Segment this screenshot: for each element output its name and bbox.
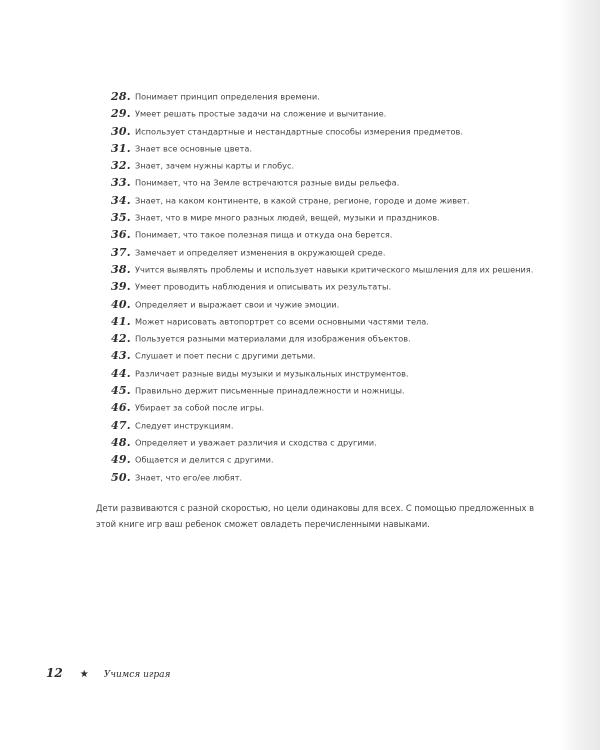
- item-text: Замечает и определяет изменения в окружающей среде.: [135, 247, 386, 258]
- list-item: [111, 224, 533, 241]
- item-number: 41.: [111, 314, 131, 328]
- item-number: 35.: [111, 211, 131, 225]
- item-text: Знает, что его/ее любят.: [135, 472, 243, 483]
- item-text: Правильно держит письменные принадлежности и ножницы.: [135, 385, 405, 396]
- list-item: [111, 155, 533, 172]
- list-item: [111, 311, 533, 328]
- skills-list: [111, 86, 533, 484]
- summary-paragraph: Дети развиваются с разной скоростью, но цели одинаковы для всех. С помощью предложенных в этой книге игр ваш ребенок сможет овладеть перечисленными навыками.: [96, 503, 535, 529]
- item-number: 32.: [111, 159, 131, 173]
- list-item: [111, 449, 533, 466]
- item-number: 37.: [111, 245, 131, 259]
- list-item: [111, 397, 533, 414]
- list-item: [111, 121, 533, 138]
- list-item: [111, 207, 533, 224]
- item-number: 42.: [111, 332, 131, 346]
- item-text: Умеет проводить наблюдения и описывать их результаты.: [135, 281, 392, 292]
- item-text: Умеет решать простые задачи на сложение и вычитание.: [135, 108, 387, 119]
- list-item: [111, 467, 533, 484]
- item-text: Следует инструкциям.: [135, 420, 234, 431]
- item-number: 36.: [111, 228, 131, 242]
- item-number: 48.: [111, 435, 131, 449]
- item-number: 29.: [111, 107, 131, 121]
- item-number: 38.: [111, 262, 131, 276]
- list-item: [111, 259, 533, 276]
- list-item: [111, 380, 533, 397]
- item-number: 50.: [111, 470, 131, 484]
- item-text: Определяет и уважает различия и сходства с другими.: [135, 437, 377, 448]
- item-text: Использует стандартные и нестандартные способы измерения предметов.: [135, 126, 463, 137]
- list-item: [111, 294, 533, 311]
- list-item: [111, 345, 533, 362]
- item-number: 49.: [111, 453, 131, 467]
- item-text: Общается и делится с другими.: [135, 454, 274, 465]
- item-text: Понимает, что такое полезная пища и откуда она берется.: [135, 229, 393, 240]
- item-text: Слушает и поет песни с другими детьми.: [135, 350, 316, 361]
- item-number: 30.: [111, 124, 131, 138]
- item-text: Определяет и выражает свои и чужие эмоции.: [135, 299, 340, 310]
- item-text: Может нарисовать автопортрет со всеми основными частями тела.: [135, 316, 429, 327]
- item-text: Пользуется разными материалами для изображения объектов.: [135, 333, 411, 344]
- item-number: 46.: [111, 401, 131, 415]
- item-number: 39.: [111, 280, 131, 294]
- item-text: Понимает, что на Земле встречаются разные виды рельефа.: [135, 177, 400, 188]
- item-number: 33.: [111, 176, 131, 190]
- page-edge-shadow: [560, 0, 600, 750]
- list-item: [111, 432, 533, 449]
- item-number: 44.: [111, 366, 131, 380]
- item-text: Различает разные виды музыки и музыкальных инструментов.: [135, 368, 409, 379]
- list-item: [111, 276, 533, 293]
- page-number: 12: [46, 666, 63, 680]
- item-text: Понимает принцип определения времени.: [135, 91, 320, 102]
- list-item: [111, 415, 533, 432]
- list-item: [111, 363, 533, 380]
- list-item: [111, 138, 533, 155]
- item-number: 45.: [111, 384, 131, 398]
- item-text: Знает все основные цвета.: [135, 143, 252, 154]
- item-text: Убирает за собой после игры.: [135, 402, 265, 413]
- list-item: [111, 242, 533, 259]
- star-icon: ★: [79, 669, 89, 680]
- item-number: 28.: [111, 90, 131, 103]
- list-item: [111, 328, 533, 345]
- list-item: [111, 86, 533, 103]
- list-item: [111, 103, 533, 120]
- item-number: 34.: [111, 193, 131, 207]
- item-text: Знает, на каком континенте, в какой стране, регионе, городе и доме живет.: [135, 195, 470, 206]
- item-text: Учится выявлять проблемы и использует навыки критического мышления для их решения.: [135, 264, 534, 275]
- list-item: [111, 172, 533, 189]
- item-number: 31.: [111, 141, 131, 155]
- item-number: 43.: [111, 349, 131, 363]
- running-title: Учимся играя: [103, 670, 171, 680]
- item-number: 40.: [111, 297, 131, 311]
- item-text: Знает, что в мире много разных людей, вещей, музыки и праздников.: [135, 212, 440, 223]
- item-number: 47.: [111, 418, 131, 432]
- page-footer: [46, 664, 171, 680]
- item-text: Знает, зачем нужны карты и глобус.: [135, 160, 295, 171]
- list-item: [111, 190, 533, 207]
